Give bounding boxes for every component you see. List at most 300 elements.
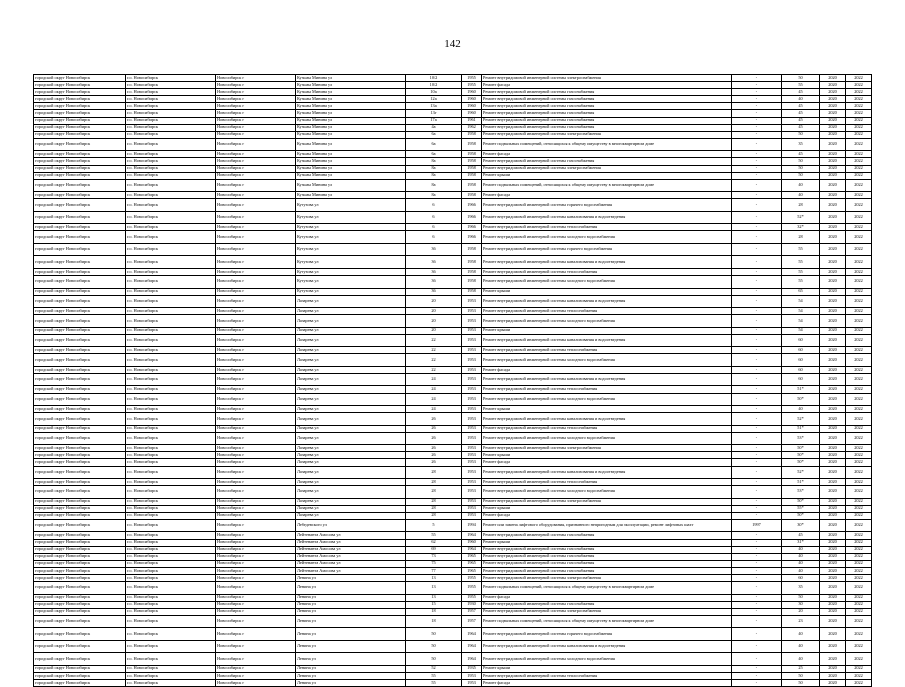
cell-municipality: городской округ Новосибирск [34,615,126,628]
cell-lift-year: - [732,199,782,212]
cell-work-type: Ремонт внутридомовой инженерной системы теплоснабжения [482,308,732,315]
cell-wear-percent: 52* [782,413,820,426]
cell-wear-percent: 60 [782,354,820,367]
cell-work-type: Ремонт внутридомовой инженерной системы теплоснабжения [482,672,732,679]
cell-build-year: 1953 [462,432,482,445]
repair-schedule-table [33,74,872,687]
cell-work-type: Ремонт внутридомовой инженерной системы канализования и водоотведения [482,373,732,386]
cell-house-number: 26 [406,425,462,432]
cell-street: Лазарева ул [296,505,406,512]
cell-plan-start: 2020 [820,466,846,479]
cell-city: Новосибирск г [216,406,296,413]
cell-house-number: 13 [406,582,462,595]
cell-work-type: Ремонт внутридомовой инженерной системы газоснабжения [482,560,732,567]
cell-settlement: г.о. Новосибирск [126,334,216,347]
table-row [34,546,872,553]
cell-lift-year: - [732,354,782,367]
cell-lift-year: - [732,512,782,519]
cell-build-year: 1953 [462,425,482,432]
cell-municipality: городской округ Новосибирск [34,268,126,275]
cell-municipality: городской округ Новосибирск [34,103,126,110]
cell-municipality: городской округ Новосибирск [34,334,126,347]
cell-lift-year: 1997 [732,519,782,532]
cell-house-number: 5 [406,519,462,532]
cell-settlement: г.о. Новосибирск [126,413,216,426]
cell-settlement: г.о. Новосибирск [126,327,216,334]
cell-plan-start: 2020 [820,192,846,199]
cell-build-year: 1958 [462,243,482,256]
cell-build-year: 1953 [462,354,482,367]
cell-plan-start: 2020 [820,165,846,172]
cell-plan-start: 2020 [820,347,846,354]
cell-plan-end: 2022 [846,347,872,354]
cell-wear-percent: 23 [782,615,820,628]
cell-municipality: городской округ Новосибирск [34,680,126,687]
cell-work-type: Ремонт внутридомовой инженерной системы газоснабжения [482,553,732,560]
cell-plan-end: 2022 [846,413,872,426]
cell-wear-percent: 45 [782,110,820,117]
cell-work-type: Ремонт внутридомовой инженерной системы газоснабжения [482,158,732,165]
cell-house-number: 10а [406,89,462,96]
cell-plan-start: 2020 [820,560,846,567]
cell-municipality: городской округ Новосибирск [34,498,126,505]
cell-municipality: городской округ Новосибирск [34,366,126,373]
cell-municipality: городской округ Новосибирск [34,117,126,124]
cell-wear-percent: 55 [782,276,820,289]
cell-house-number: 4а [406,124,462,131]
cell-lift-year: - [732,192,782,199]
table-row [34,172,872,179]
cell-lift-year: - [732,288,782,295]
cell-plan-end: 2022 [846,103,872,110]
cell-house-number: 36 [406,288,462,295]
cell-wear-percent: 50 [782,165,820,172]
cell-work-type: Ремонт внутридомовой инженерной системы канализования и водоотведения [482,640,732,653]
cell-municipality: городской округ Новосибирск [34,459,126,466]
cell-street: Кузьмы Минина ул [296,179,406,192]
cell-municipality: городской округ Новосибирск [34,124,126,131]
cell-settlement: г.о. Новосибирск [126,347,216,354]
cell-house-number: 18 [406,615,462,628]
cell-house-number: 8а [406,158,462,165]
cell-city: Новосибирск г [216,308,296,315]
table-row [34,445,872,452]
cell-wear-percent: 60 [782,347,820,354]
cell-house-number: 13 [406,574,462,581]
cell-municipality: городской округ Новосибирск [34,413,126,426]
cell-plan-start: 2020 [820,608,846,615]
cell-city: Новосибирск г [216,567,296,574]
cell-plan-start: 2020 [820,452,846,459]
cell-plan-end: 2022 [846,459,872,466]
cell-plan-start: 2020 [820,498,846,505]
cell-house-number: 6 [406,211,462,224]
cell-wear-percent: 50 [782,75,820,82]
cell-municipality: городской округ Новосибирск [34,445,126,452]
cell-lift-year: - [732,665,782,672]
cell-municipality: городской округ Новосибирск [34,640,126,653]
cell-street: Лейтенанта Амосова ул [296,532,406,539]
cell-municipality: городской округ Новосибирск [34,354,126,367]
cell-house-number: 24 [406,406,462,413]
cell-build-year: 1953 [462,680,482,687]
cell-plan-start: 2020 [820,295,846,308]
cell-work-type: Ремонт внутридомовой инженерной системы теплоснабжения [482,386,732,393]
cell-lift-year: - [732,459,782,466]
cell-plan-end: 2022 [846,466,872,479]
cell-lift-year: - [732,680,782,687]
cell-lift-year: - [732,560,782,567]
cell-street: Лазарева ул [296,486,406,499]
cell-lift-year: - [732,672,782,679]
cell-lift-year: - [732,498,782,505]
cell-plan-end: 2022 [846,315,872,328]
cell-plan-start: 2020 [820,393,846,406]
cell-plan-start: 2020 [820,505,846,512]
cell-plan-end: 2022 [846,567,872,574]
cell-city: Новосибирск г [216,151,296,158]
cell-build-year: 1953 [462,347,482,354]
cell-lift-year: - [732,640,782,653]
cell-work-type: Ремонт внутридомовой инженерной системы холодного водоснабжения [482,486,732,499]
cell-street: Кутузова ул [296,268,406,275]
cell-lift-year: - [732,567,782,574]
table-row [34,512,872,519]
cell-street: Кузьмы Минина ул [296,172,406,179]
cell-house-number: 12а [406,96,462,103]
cell-house-number: 8а [406,192,462,199]
cell-work-type: Ремонт фасада [482,512,732,519]
cell-city: Новосибирск г [216,211,296,224]
cell-street: Лебедевского ул [296,519,406,532]
cell-build-year: 1964 [462,628,482,641]
table-row [34,628,872,641]
cell-street: Лазарева ул [296,354,406,367]
cell-plan-start: 2020 [820,553,846,560]
cell-build-year: 1958 [462,138,482,151]
cell-street: Ленина ул [296,601,406,608]
cell-lift-year: - [732,179,782,192]
cell-build-year: 1960 [462,110,482,117]
cell-city: Новосибирск г [216,425,296,432]
cell-wear-percent: 54 [782,308,820,315]
cell-municipality: городской округ Новосибирск [34,192,126,199]
cell-settlement: г.о. Новосибирск [126,96,216,103]
cell-build-year: 1953 [462,672,482,679]
cell-street: Лазарева ул [296,295,406,308]
cell-city: Новосибирск г [216,327,296,334]
cell-plan-start: 2020 [820,479,846,486]
cell-lift-year: - [732,601,782,608]
cell-settlement: г.о. Новосибирск [126,256,216,269]
cell-plan-end: 2022 [846,393,872,406]
cell-municipality: городской округ Новосибирск [34,567,126,574]
cell-house-number: 26 [406,445,462,452]
cell-settlement: г.о. Новосибирск [126,89,216,96]
cell-plan-start: 2020 [820,672,846,679]
cell-work-type: Ремонт подвальных помещений, относящихся к общему имуществу в многоквартирном доме [482,582,732,595]
cell-build-year: 1953 [462,406,482,413]
cell-municipality: городской округ Новосибирск [34,425,126,432]
cell-settlement: г.о. Новосибирск [126,519,216,532]
cell-city: Новосибирск г [216,373,296,386]
cell-house-number: 50 [406,640,462,653]
cell-wear-percent: 35 [782,138,820,151]
cell-build-year: 1966 [462,231,482,244]
cell-street: Кузьмы Минина ул [296,110,406,117]
table-row [34,459,872,466]
cell-plan-start: 2020 [820,615,846,628]
cell-street: Лазарева ул [296,373,406,386]
cell-municipality: городской округ Новосибирск [34,393,126,406]
cell-plan-end: 2022 [846,96,872,103]
table-row [34,560,872,567]
cell-house-number: 13 [406,594,462,601]
cell-build-year: 1994 [462,519,482,532]
cell-plan-end: 2022 [846,172,872,179]
cell-lift-year: - [732,165,782,172]
cell-settlement: г.о. Новосибирск [126,295,216,308]
cell-city: Новосибирск г [216,498,296,505]
cell-street: Ленина ул [296,672,406,679]
cell-settlement: г.о. Новосибирск [126,393,216,406]
cell-build-year: 1953 [462,512,482,519]
table-row [34,295,872,308]
cell-settlement: г.о. Новосибирск [126,466,216,479]
cell-plan-start: 2020 [820,546,846,553]
cell-build-year: 1966 [462,211,482,224]
cell-city: Новосибирск г [216,315,296,328]
cell-wear-percent: 30 [782,601,820,608]
cell-plan-start: 2020 [820,574,846,581]
cell-house-number: 50 [406,653,462,666]
cell-municipality: городской округ Новосибирск [34,172,126,179]
cell-build-year: 1953 [462,452,482,459]
cell-settlement: г.о. Новосибирск [126,445,216,452]
cell-plan-end: 2022 [846,75,872,82]
cell-city: Новосибирск г [216,553,296,560]
cell-wear-percent: 45 [782,117,820,124]
cell-street: Кутузова ул [296,231,406,244]
cell-city: Новосибирск г [216,532,296,539]
cell-house-number: 26 [406,432,462,445]
cell-work-type: Ремонт крыши [482,406,732,413]
cell-plan-end: 2022 [846,574,872,581]
table-row [34,567,872,574]
cell-plan-start: 2020 [820,653,846,666]
cell-house-number: 75 [406,560,462,567]
cell-city: Новосибирск г [216,601,296,608]
cell-house-number: 28 [406,512,462,519]
cell-lift-year: - [732,224,782,231]
cell-build-year: 1958 [462,172,482,179]
cell-build-year: 1960 [462,539,482,546]
cell-work-type: Ремонт внутридомовой инженерной системы горячего водоснабжения [482,628,732,641]
cell-plan-start: 2020 [820,459,846,466]
cell-plan-end: 2022 [846,354,872,367]
cell-street: Ленина ул [296,653,406,666]
cell-settlement: г.о. Новосибирск [126,172,216,179]
table-row [34,224,872,231]
cell-plan-start: 2020 [820,243,846,256]
cell-lift-year: - [732,89,782,96]
cell-lift-year: - [732,75,782,82]
cell-build-year: 1960 [462,96,482,103]
table-row [34,574,872,581]
cell-street: Кузьмы Минина ул [296,151,406,158]
cell-plan-start: 2020 [820,406,846,413]
cell-wear-percent: 50 [782,158,820,165]
cell-municipality: городской округ Новосибирск [34,479,126,486]
cell-wear-percent: 52* [782,466,820,479]
cell-wear-percent: 60 [782,334,820,347]
cell-plan-end: 2022 [846,532,872,539]
cell-wear-percent: 45 [782,89,820,96]
cell-house-number: 55 [406,680,462,687]
cell-municipality: городской округ Новосибирск [34,110,126,117]
cell-plan-start: 2020 [820,594,846,601]
cell-lift-year: - [732,425,782,432]
cell-work-type: Ремонт внутридомовой инженерной системы теплоснабжения [482,425,732,432]
cell-plan-end: 2022 [846,89,872,96]
cell-lift-year: - [732,103,782,110]
cell-plan-end: 2022 [846,151,872,158]
cell-house-number: 26 [406,452,462,459]
cell-lift-year: - [732,452,782,459]
cell-plan-end: 2022 [846,243,872,256]
cell-plan-end: 2022 [846,512,872,519]
cell-wear-percent: 25 [782,665,820,672]
cell-lift-year: - [732,386,782,393]
cell-settlement: г.о. Новосибирск [126,151,216,158]
cell-settlement: г.о. Новосибирск [126,567,216,574]
cell-build-year: 1957 [462,608,482,615]
cell-wear-percent: 40 [782,567,820,574]
cell-plan-start: 2020 [820,124,846,131]
cell-house-number: 13а [406,103,462,110]
cell-plan-end: 2022 [846,295,872,308]
cell-wear-percent: 45 [782,532,820,539]
cell-settlement: г.о. Новосибирск [126,425,216,432]
cell-plan-end: 2022 [846,680,872,687]
cell-build-year: 1960 [462,103,482,110]
cell-city: Новосибирск г [216,103,296,110]
cell-build-year: 1958 [462,288,482,295]
cell-city: Новосибирск г [216,560,296,567]
cell-lift-year: - [732,486,782,499]
cell-plan-start: 2020 [820,425,846,432]
cell-house-number: 22 [406,354,462,367]
cell-plan-start: 2020 [820,158,846,165]
cell-build-year: 1953 [462,393,482,406]
cell-house-number: 55 [406,532,462,539]
cell-work-type: Ремонт внутридомовой инженерной системы теплоснабжения [482,268,732,275]
cell-wear-percent: 54 [782,295,820,308]
cell-build-year: 1953 [462,366,482,373]
cell-house-number: 73 [406,553,462,560]
cell-lift-year: - [732,110,782,117]
cell-plan-start: 2020 [820,327,846,334]
cell-wear-percent: 50* [782,393,820,406]
cell-city: Новосибирск г [216,75,296,82]
cell-city: Новосибирск г [216,82,296,89]
cell-plan-start: 2020 [820,386,846,393]
cell-plan-start: 2020 [820,582,846,595]
cell-municipality: городской округ Новосибирск [34,82,126,89]
cell-lift-year: - [732,334,782,347]
cell-wear-percent: 53* [782,486,820,499]
cell-city: Новосибирск г [216,640,296,653]
cell-city: Новосибирск г [216,366,296,373]
cell-plan-start: 2020 [820,151,846,158]
cell-settlement: г.о. Новосибирск [126,138,216,151]
cell-settlement: г.о. Новосибирск [126,224,216,231]
cell-municipality: городской округ Новосибирск [34,601,126,608]
cell-lift-year: - [732,413,782,426]
cell-street: Ленина ул [296,640,406,653]
cell-build-year: 1955 [462,82,482,89]
table-row [34,288,872,295]
cell-settlement: г.о. Новосибирск [126,315,216,328]
cell-plan-end: 2022 [846,560,872,567]
cell-work-type: Ремонт внутридомовой инженерной системы газоснабжения [482,89,732,96]
cell-build-year: 1958 [462,165,482,172]
cell-city: Новосибирск г [216,224,296,231]
cell-city: Новосибирск г [216,334,296,347]
cell-street: Лейтенанта Амосова ул [296,546,406,553]
cell-work-type: Ремонт фасада [482,366,732,373]
cell-lift-year: - [732,466,782,479]
cell-house-number: 24 [406,393,462,406]
cell-work-type: Ремонт внутридомовой инженерной системы холодного водоснабжения [482,393,732,406]
cell-lift-year: - [732,582,782,595]
cell-build-year: 1955 [462,594,482,601]
cell-wear-percent: 40 [782,96,820,103]
table-row [34,199,872,212]
cell-house-number: 62 [406,539,462,546]
page-number: 142 [444,38,461,50]
cell-city: Новосибирск г [216,386,296,393]
cell-municipality: городской округ Новосибирск [34,96,126,103]
table-row [34,519,872,532]
cell-settlement: г.о. Новосибирск [126,432,216,445]
cell-plan-start: 2020 [820,512,846,519]
cell-municipality: городской округ Новосибирск [34,574,126,581]
cell-house-number: 20 [406,315,462,328]
cell-city: Новосибирск г [216,445,296,452]
table-row [34,366,872,373]
cell-plan-start: 2020 [820,413,846,426]
cell-wear-percent: 50* [782,445,820,452]
cell-house-number: 6а [406,151,462,158]
cell-work-type: Ремонт внутридомовой инженерной системы газоснабжения [482,96,732,103]
cell-house-number: 28 [406,486,462,499]
cell-street: Кузьмы Минина ул [296,192,406,199]
cell-municipality: городской округ Новосибирск [34,532,126,539]
cell-house-number: 22 [406,347,462,354]
cell-house-number: 22 [406,366,462,373]
cell-plan-start: 2020 [820,179,846,192]
cell-plan-start: 2020 [820,315,846,328]
cell-work-type: Ремонт внутридомовой инженерной системы канализования и водоотведения [482,256,732,269]
cell-municipality: городской округ Новосибирск [34,553,126,560]
cell-build-year: 1964 [462,653,482,666]
cell-city: Новосибирск г [216,608,296,615]
cell-plan-end: 2022 [846,211,872,224]
cell-plan-start: 2020 [820,308,846,315]
cell-municipality: городской округ Новосибирск [34,608,126,615]
cell-lift-year: - [732,445,782,452]
